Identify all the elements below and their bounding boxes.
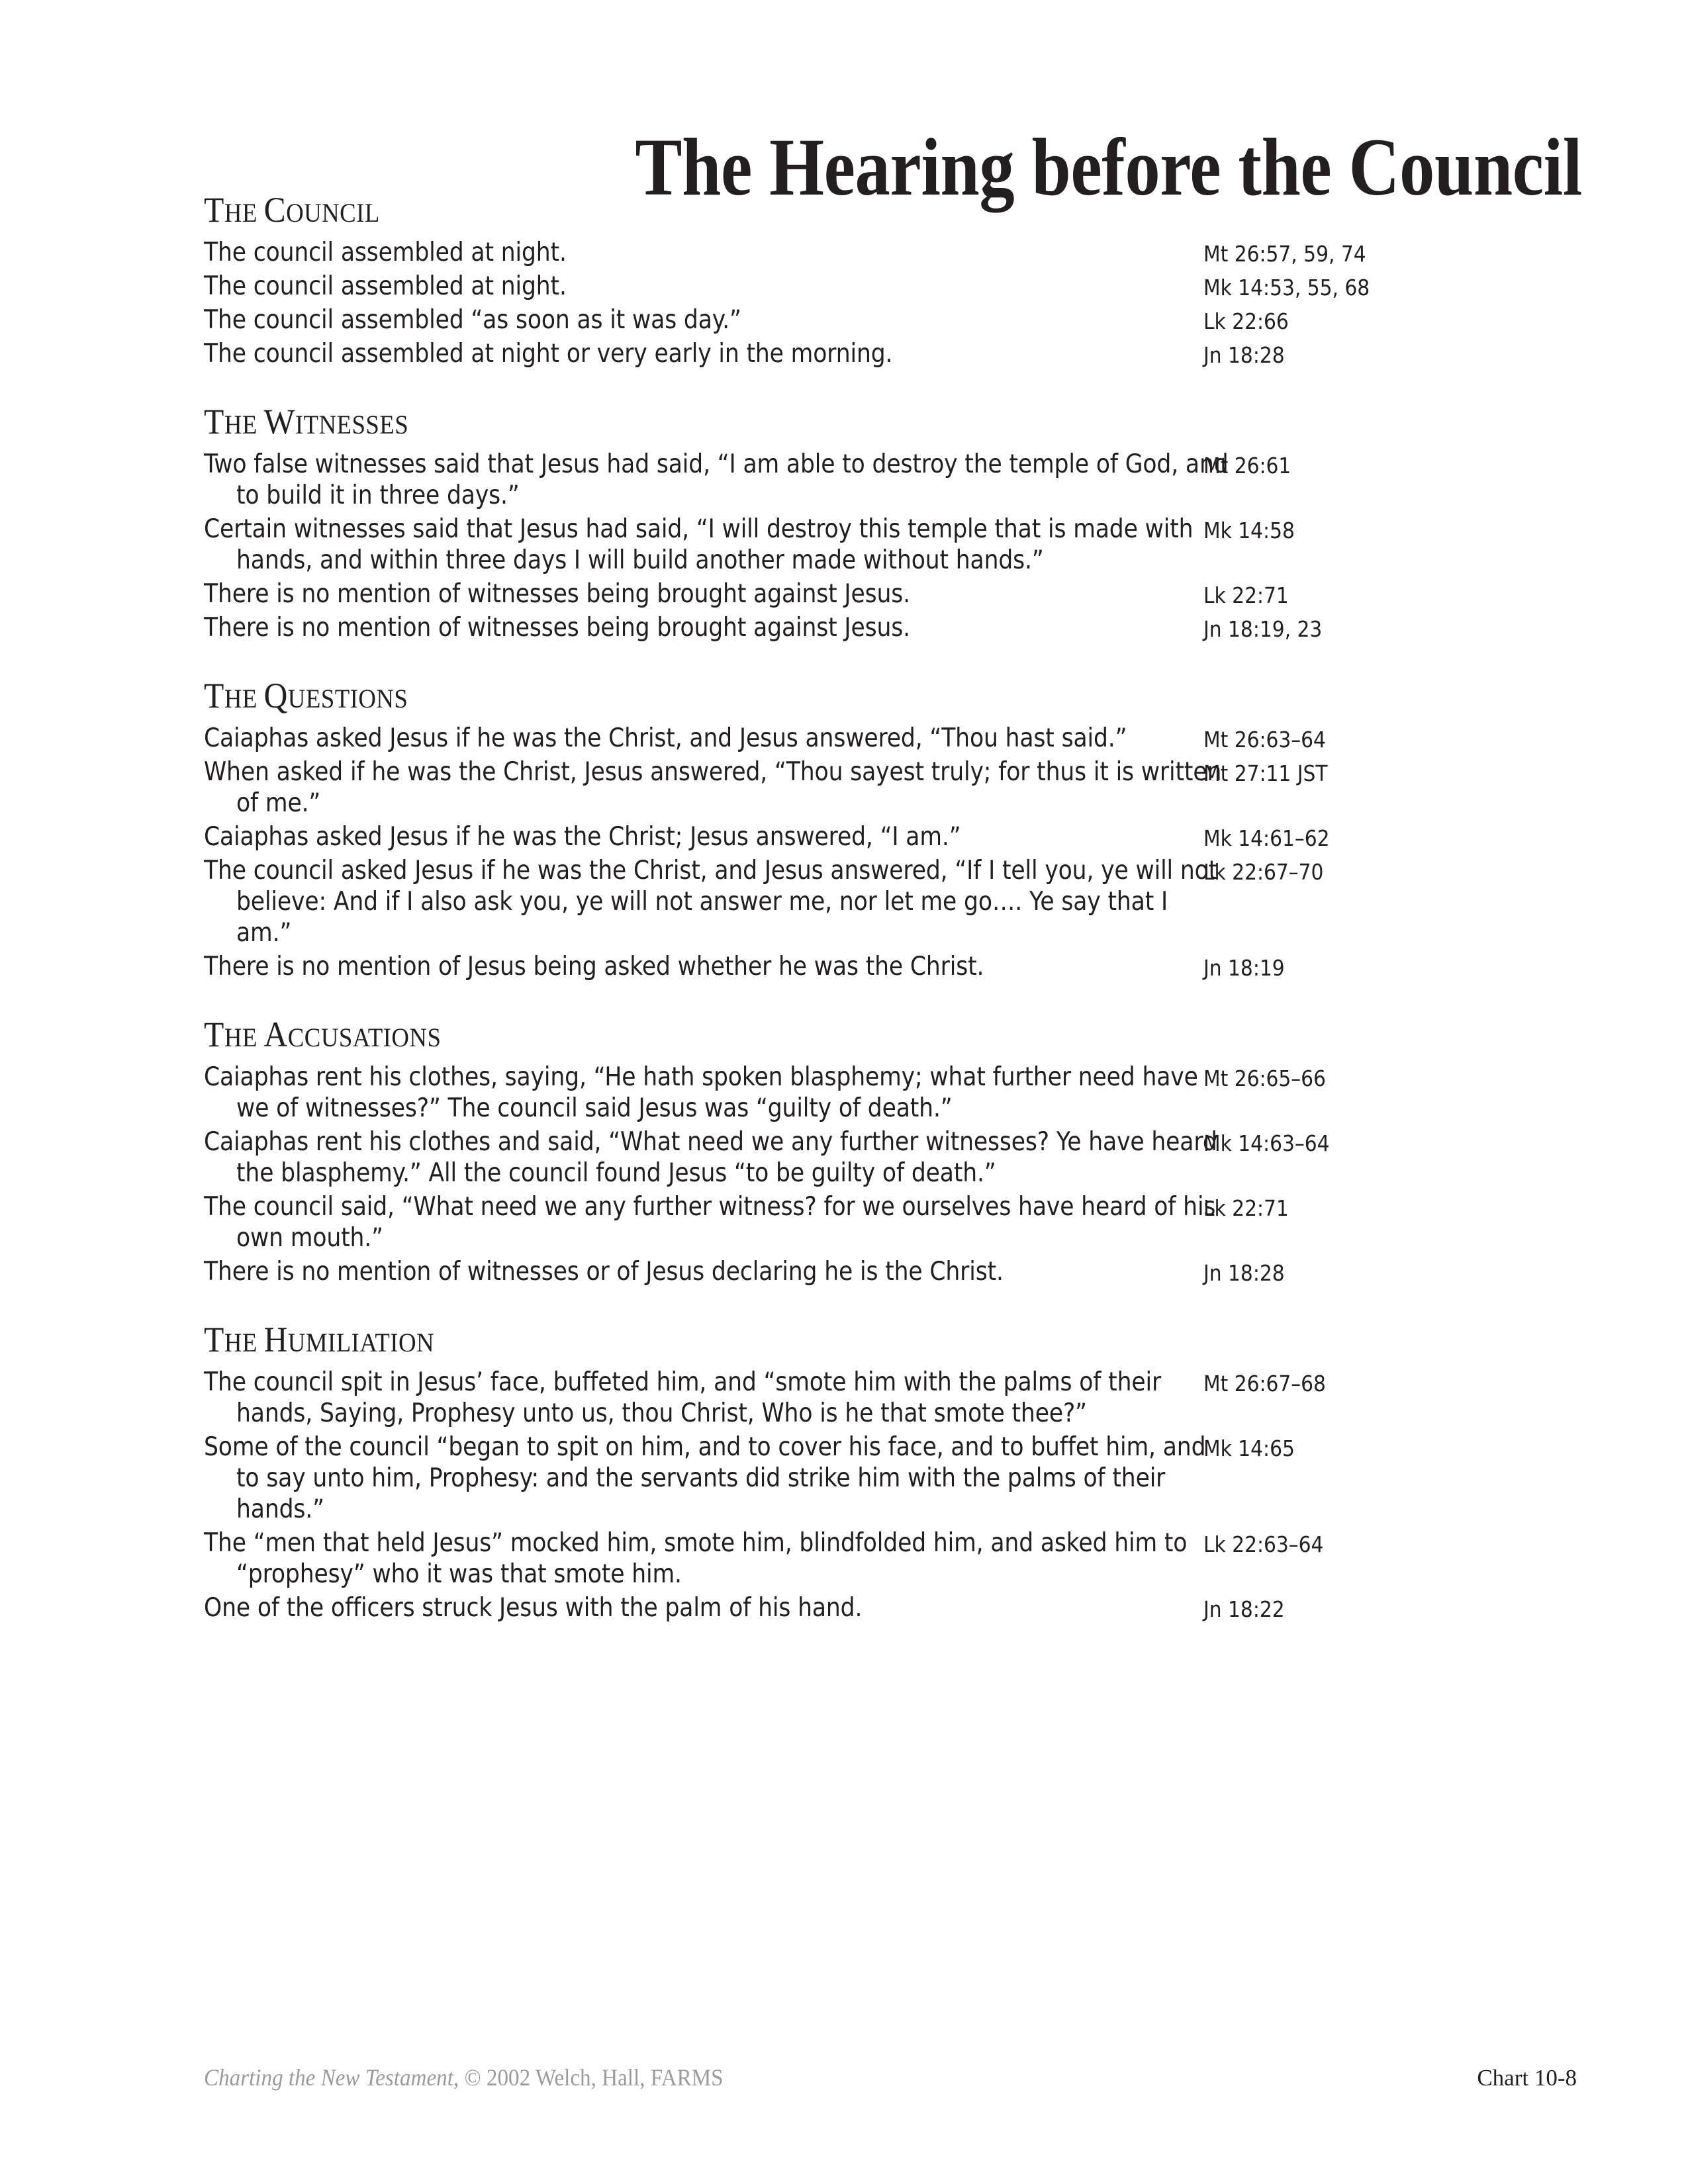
chart-entry [204,1592,1574,1623]
entry-text: The council assembled “as soon as it was day.” [204,304,741,335]
chart-entry [204,1062,1574,1124]
chart-section [204,678,1574,982]
chart-entry [204,578,1574,610]
entry-scripture-reference: Mt 26:65–66 [1203,1066,1326,1091]
entry-text: Two false witnesses said that Jesus had said, “I am able to destroy the temple of God, and to build it in three days.” [204,449,1229,510]
chart-entry [204,756,1574,819]
entry-scripture-reference: Jn 18:19 [1203,955,1285,981]
entry-scripture-reference: Lk 22:66 [1203,308,1289,334]
entry-scripture-reference: Mt 26:63–64 [1203,727,1326,752]
chart-entry [204,1527,1574,1590]
chart-entry [204,821,1574,852]
entry-text: The council said, “What need we any further witness? for we ourselves have heard of his own mouth.” [204,1191,1216,1253]
section-heading-part: HE [224,684,264,713]
entry-scripture-reference: Lk 22:71 [1203,582,1289,608]
entry-scripture-reference: Mk 14:61–62 [1203,825,1330,851]
entry-text: There is no mention of witnesses being brought against Jesus. [204,612,910,643]
chart-entry [204,1256,1574,1287]
entry-scripture-reference: Lk 22:71 [1203,1195,1289,1221]
section-heading-part: W [263,402,295,441]
chart-section [204,404,1574,643]
section-heading-part: ITNESSES [295,410,409,439]
entry-scripture-reference: Jn 18:28 [1203,1260,1285,1286]
section-heading [204,678,1464,713]
entry-scripture-reference: Lk 22:67–70 [1203,859,1324,885]
entry-text: Caiaphas asked Jesus if he was the Christ, and Jesus answered, “Thou hast said.” [204,723,1127,753]
section-heading [204,1017,1464,1052]
chart-section [204,192,1574,369]
section-heading-part: HE [224,198,264,228]
entry-scripture-reference: Mk 14:58 [1203,518,1295,543]
entry-text: Caiaphas asked Jesus if he was the Christ; Jesus answered, “I am.” [204,821,961,852]
section-heading-part: OUNCIL [286,198,380,228]
entry-text: When asked if he was the Christ, Jesus answered, “Thou sayest truly; for thus it is written of me.” [204,756,1222,818]
footer-credit [204,2064,724,2091]
chart-entry [204,449,1574,511]
entry-text: The council assembled at night. [204,237,567,267]
section-heading-part: C [263,190,287,230]
chart-entry [204,855,1574,948]
chart-section [204,1322,1574,1623]
chart-entry [204,612,1574,643]
chart-entry [204,304,1574,336]
footer-credit-rest: , © 2002 Welch, Hall, FARMS [453,2064,724,2091]
entry-scripture-reference: Jn 18:28 [1203,342,1285,368]
section-heading [204,192,1464,228]
entry-scripture-reference: Mt 26:57, 59, 74 [1203,241,1366,267]
entry-scripture-reference: Jn 18:19, 23 [1203,616,1323,642]
entry-text: The council assembled at night or very early in the morning. [204,338,893,369]
entry-text: There is no mention of witnesses or of Jesus declaring he is the Christ. [204,1256,1004,1287]
footer-credit-title: Charting the New Testament [204,2064,453,2091]
chart-entry [204,1126,1574,1189]
section-heading-part: H [263,1320,288,1359]
entry-text: The council asked Jesus if he was the Christ, and Jesus answered, “If I tell you, ye will not believe: And if I also ask you, ye will not answer me, nor let me go…. Ye say that I am.” [204,855,1218,948]
chart-entry [204,1367,1574,1429]
section-heading-part: UESTIONS [287,684,408,713]
chart-entry [204,1432,1574,1525]
section-heading-part: HE [224,410,264,439]
entry-scripture-reference: Mk 14:65 [1203,1435,1295,1461]
section-heading-part: T [204,402,224,441]
entry-text: Caiaphas rent his clothes, saying, “He hath spoken blasphemy; what further need have we of witnesses?” The council said Jesus was “guilty of death.” [204,1062,1198,1123]
page-footer [204,2064,1577,2103]
entry-text: The council assembled at night. [204,271,567,301]
chart-entry [204,1191,1574,1253]
entry-scripture-reference: Mt 26:61 [1203,453,1291,478]
entry-scripture-reference: Mt 27:11 JST [1203,760,1328,786]
entry-text: Caiaphas rent his clothes and said, “What need we any further witnesses? Ye have heard the blasphemy.” All the council found Jesus “to be guilty of death.” [204,1126,1217,1188]
section-heading-part: HE [224,1328,264,1357]
chart-entry [204,237,1574,268]
entry-text: One of the officers struck Jesus with the palm of his hand. [204,1592,863,1623]
section-heading-part: HE [224,1023,264,1052]
chart-entry [204,723,1574,754]
section-heading-part: T [204,1015,224,1054]
entry-text: There is no mention of witnesses being brought against Jesus. [204,578,910,609]
section-heading-part: CCUSATIONS [287,1023,442,1052]
section-heading-part: A [263,1015,288,1054]
entry-scripture-reference: Jn 18:22 [1203,1596,1285,1622]
section-heading-part: T [204,190,224,230]
chart-section [204,1017,1574,1287]
chart-entry [204,338,1574,369]
section-heading [204,1322,1464,1357]
section-heading-part: Q [263,676,288,715]
footer-chart-number: Chart 10-8 [1477,2065,1577,2091]
section-heading [204,404,1464,439]
chart-entry [204,271,1574,302]
entry-scripture-reference: Mt 26:67–68 [1203,1371,1326,1396]
entry-text: The “men that held Jesus” mocked him, smote him, blindfolded him, and asked him to “prophesy” who it was that smote him. [204,1527,1188,1589]
entry-text: There is no mention of Jesus being asked whether he was the Christ. [204,951,984,981]
page-title: The Hearing before the Council [635,122,1582,213]
entry-scripture-reference: Lk 22:63–64 [1203,1531,1324,1557]
entry-text: Certain witnesses said that Jesus had said, “I will destroy this temple that is made with hands, and within three days I will build another made without hands.” [204,514,1194,575]
section-heading-part: T [204,676,224,715]
entry-scripture-reference: Mk 14:53, 55, 68 [1203,275,1370,300]
entry-scripture-reference: Mk 14:63–64 [1203,1130,1330,1156]
section-heading-part: UMILIATION [287,1328,435,1357]
section-heading-part: T [204,1320,224,1359]
entry-text: Some of the council “began to spit on him, and to cover his face, and to buffet him, and to say unto him, Prophesy: and the servants did strike him with the palms of their hands.” [204,1432,1206,1524]
chart-sections [204,192,1574,1626]
entry-text: The council spit in Jesus’ face, buffeted him, and “smote him with the palms of their hands, Saying, Prophesy unto us, thou Christ, Who is he that smote thee?” [204,1367,1162,1428]
chart-entry [204,951,1574,982]
chart-entry [204,514,1574,576]
